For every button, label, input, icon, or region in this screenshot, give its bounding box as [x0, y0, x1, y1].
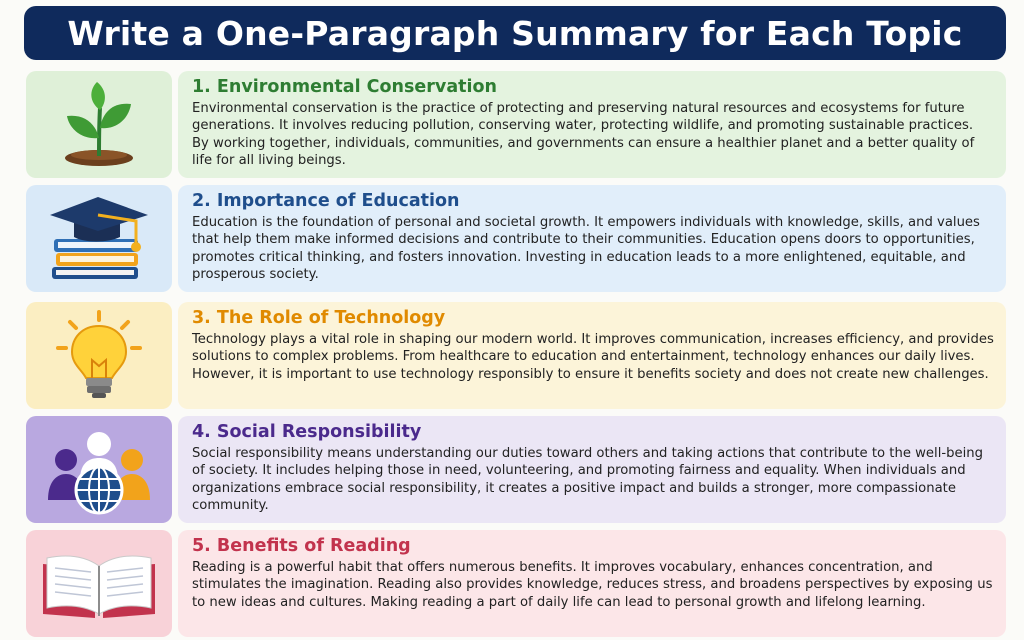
graduation-cap-books-icon — [44, 191, 154, 287]
topic-text-box — [178, 302, 1006, 409]
topic-summary: Education is the foundation of personal and societal growth. It empowers individuals with knowledge, skills, and values that help them make informed decisions and contribute to their communities. Education opens doors to opportunities, promotes critical thinking, and fosters innovation. Investing in education leads to a more enlightened, equitable, and prosperous society. — [192, 215, 980, 283]
topic-card-technology — [26, 302, 1006, 409]
topic-card-reading — [26, 530, 1006, 637]
topic-heading: 5. Benefits of Reading — [192, 536, 411, 556]
topic-icon-box — [26, 71, 172, 178]
topic-summary: Reading is a powerful habit that offers numerous benefits. It improves vocabulary, enhances concentration, and stimulates the imagination. Reading also provides knowledge, reduces stress, and broadens perspectives by exposing us to new ideas and cultures. Making reading a part of daily life can lead to personal growth and lifelong learning. — [192, 560, 993, 610]
topic-text-box — [178, 416, 1006, 523]
light-bulb-icon — [54, 308, 144, 404]
open-book-icon — [39, 544, 159, 624]
people-globe-icon — [44, 422, 154, 518]
topic-card-social — [26, 416, 1006, 523]
seedling-icon — [59, 80, 139, 170]
topic-icon-box — [26, 416, 172, 523]
topic-summary: Environmental conservation is the practice of protecting and preserving natural resources and ecosystems for future generations. It involves reducing pollution, conserving water, protecting wildlife, and promoting sustainable practices. By working together, individuals, communities, and governments can ensure a healthier planet and a better quality of life for all living beings. — [192, 101, 975, 169]
topic-icon-box — [26, 530, 172, 637]
topic-heading: 1. Environmental Conservation — [192, 77, 497, 97]
topic-heading: 2. Importance of Education — [192, 191, 460, 211]
page-header — [24, 6, 1006, 60]
topic-summary: Social responsibility means understanding our duties toward others and taking actions that contribute to the well-being of society. It includes helping those in need, volunteering, and promoting fairness and equality. When individuals and organizations embrace social responsibility, it creates a positive impact and builds a stronger, more compassionate community. — [192, 446, 983, 514]
topic-text-box — [178, 71, 1006, 178]
topic-heading: 4. Social Responsibility — [192, 422, 422, 442]
topic-icon-box — [26, 302, 172, 409]
page-title: Write a One-Paragraph Summary for Each Topic — [67, 13, 963, 53]
topic-icon-box — [26, 185, 172, 292]
topic-summary: Technology plays a vital role in shaping our modern world. It improves communication, increases efficiency, and provides solutions to complex problems. From healthcare to education and entertainment, technology enhances our daily lives. However, it is important to use technology responsibly to ensure it benefits society and does not create new challenges. — [192, 332, 994, 382]
topic-heading: 3. The Role of Technology — [192, 308, 446, 328]
topic-text-box — [178, 185, 1006, 292]
topic-text-box — [178, 530, 1006, 637]
topic-card-education — [26, 185, 1006, 292]
topic-card-environment — [26, 71, 1006, 178]
